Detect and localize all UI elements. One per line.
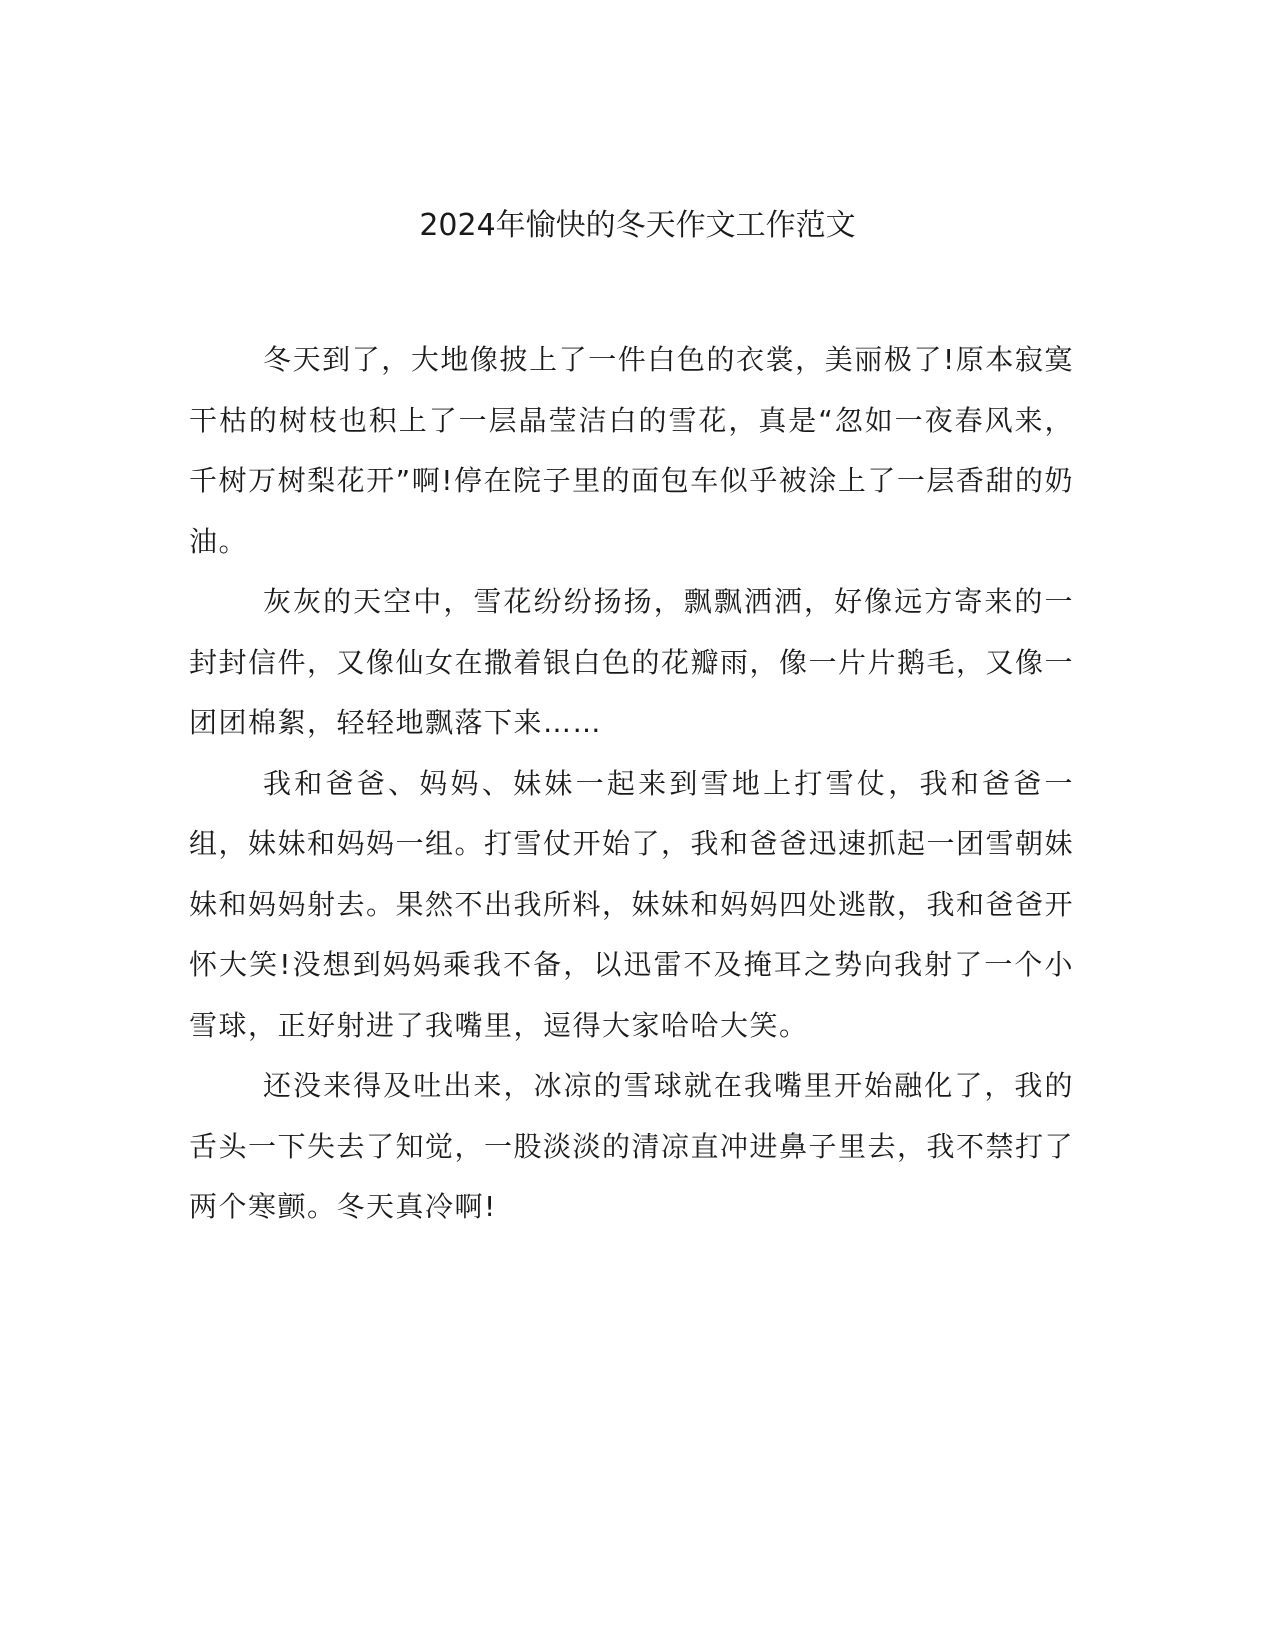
document-title: 2024年愉快的冬天作文工作范文 [419,208,856,243]
paragraph-3: 我和爸爸、妈妈、妹妹一起来到雪地上打雪仗，我和爸爸一组，妹妹和妈妈一组。打雪仗开始了，我和爸爸迅速抓起一团雪朝妹妹和妈妈射去。果然不出我所料，妹妹和妈妈四处逃散，我和爸爸开怀大笑!没想到妈妈乘我不备，以迅雷不及掩耳之势向我射了一个小雪球，正好射进了我嘴里，逗得大家哈哈大笑。 [189,766,1075,1042]
paragraph-1: 冬天到了，大地像披上了一件白色的衣裳，美丽极了!原本寂寞干枯的树枝也积上了一层晶莹洁白的雪花，真是“忽如一夜春风来，千树万树梨花开”啊!停在院子里的面包车似乎被涂上了一层香甜的奶油。 [189,343,1074,558]
paragraph-4: 还没来得及吐出来，冰凉的雪球就在我嘴里开始融化了，我的舌头一下失去了知觉，一股淡淡的清凉直冲进鼻子里去，我不禁打了两个寒颤。冬天真冷啊! [189,1069,1075,1223]
document-body [189,330,1074,1238]
paragraph-2: 灰灰的天空中，雪花纷纷扬扬，飘飘洒洒，好像远方寄来的一封封信件，又像仙女在撒着银白色的花瓣雨，像一片片鹅毛，又像一团团棉絮，轻轻地飘落下来…… [189,585,1075,739]
